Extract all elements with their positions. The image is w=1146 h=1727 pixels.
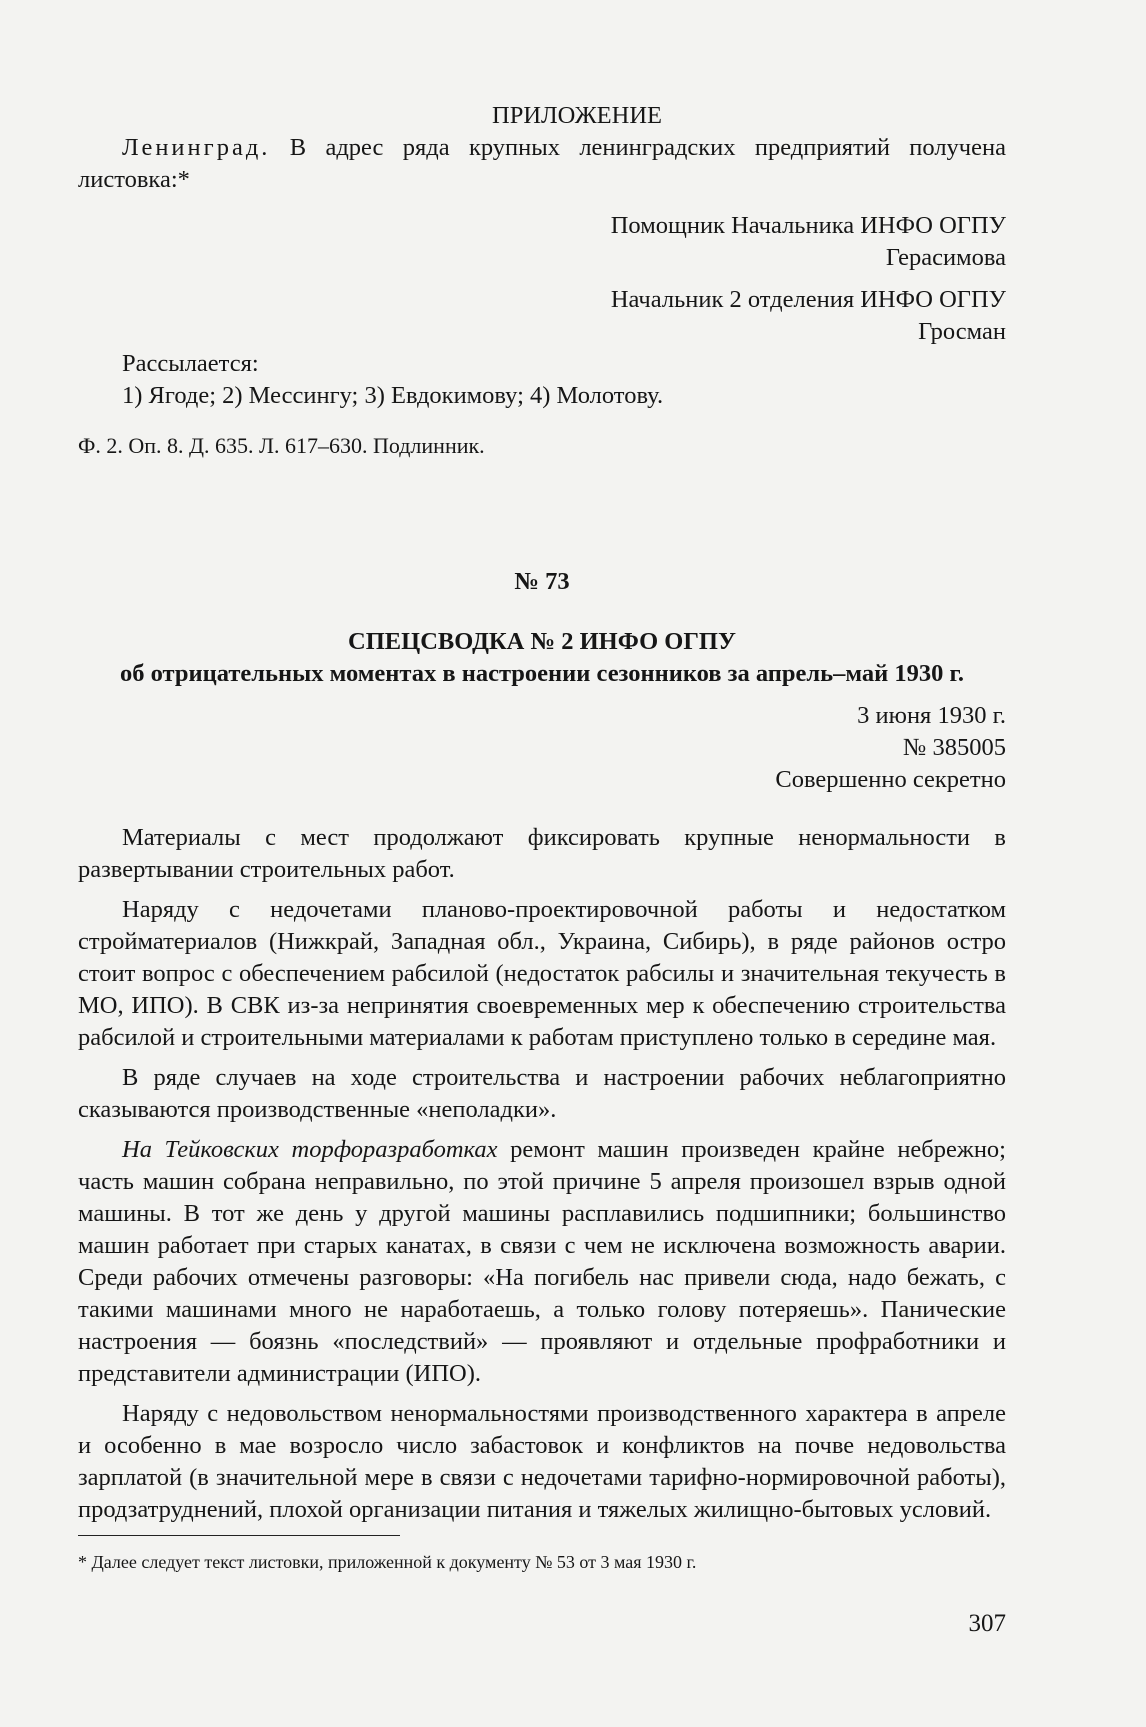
signature-name-2: Гросман — [918, 318, 1006, 345]
document-body — [78, 822, 1006, 1526]
footnote: * Далее следует текст листовки, приложенной к документу № 53 от 3 мая 1930 г. — [78, 1552, 697, 1572]
paragraph-1: Материалы с мест продолжают фиксировать крупные ненормальности в развертывании строительных работ. — [78, 824, 1006, 883]
document-date: 3 июня 1930 г. — [857, 702, 1006, 729]
appendix-city: Ленинград. — [122, 134, 271, 161]
paragraph-4 — [78, 1134, 1006, 1390]
document-ref-number: № 385005 — [902, 734, 1006, 761]
signature-title-1: Помощник Начальника ИНФО ОГПУ — [610, 212, 1006, 239]
signature-title-2: Начальник 2 отделения ИНФО ОГПУ — [610, 286, 1006, 313]
archive-reference: Ф. 2. Оп. 8. Д. 635. Л. 617–630. Подлинник. — [78, 433, 485, 458]
distribution-list: 1) Ягоде; 2) Мессингу; 3) Евдокимову; 4) Молотову. — [122, 382, 664, 409]
paragraph-3: В ряде случаев на ходе строительства и настроении рабочих неблагоприятно сказываются производственные «неполадки». — [78, 1064, 1006, 1123]
paragraph-5: Наряду с недовольством ненормальностями производственного характера в апреле и особенно в мае возросло число забастовок и конфликтов на почве недовольства зарплатой (в значительной мере в связи с недочетами тарифно-нормировочной работы), продзатруднений, плохой организации питания и тяжелых жилищно-бытовых условий. — [78, 1400, 1006, 1523]
appendix-heading: ПРИЛОЖЕНИЕ — [492, 102, 662, 129]
appendix-body: В адрес ряда крупных ленинградских предприятий получена листовка:* — [78, 134, 1006, 193]
paragraph-4-italic: На Тейковских торфоразработках — [122, 1136, 498, 1163]
paragraph-4-text: ремонт машин произведен крайне небрежно; часть машин собрана неправильно, по этой причине 5 апреля произошел взрыв одной машины. В тот же день у другой машины расплавились подшипники; большинство машин работает при старых канатах, в связи с чем не исключена возможность аварии. Среди рабочих отмечены разговоры: «На погибель нас привели сюда, надо бежать, с такими машинами много не наработаешь, а только голову потеряешь». Панические настроения — боязнь «последствий» — проявляют и отдельные профработники и представители администрации (ИПО). — [78, 1136, 1006, 1387]
appendix-block — [78, 100, 1006, 462]
document-subtitle: об отрицательных моментах в настроении сезонников за апрель–май 1930 г. — [119, 660, 964, 687]
footnote-block — [78, 1550, 1006, 1574]
document-header — [78, 566, 1006, 796]
document-title: СПЕЦСВОДКА № 2 ИНФО ОГПУ — [348, 628, 736, 655]
appendix-text — [78, 132, 1006, 196]
distribution-label: Рассылается: — [122, 350, 259, 377]
signature-name-1: Герасимова — [885, 244, 1006, 271]
footnote-divider — [78, 1535, 400, 1536]
document-classification: Совершенно секретно — [775, 766, 1006, 793]
paragraph-2: Наряду с недочетами планово-проектировочной работы и недостатком стройматериалов (Нижкрай, Западная обл., Украина, Сибирь), в ряде районов остро стоит вопрос с обеспечением рабсилой (недостаток рабсилы и значительная текучесть в МО, ИПО). В СВК из-за непринятия своевременных мер к обеспечению строительства рабсилой и строительными материалами к работам приступлено только в середине мая. — [78, 896, 1006, 1051]
page-number: 307 — [968, 1610, 1006, 1637]
document-number: № 73 — [514, 568, 570, 595]
